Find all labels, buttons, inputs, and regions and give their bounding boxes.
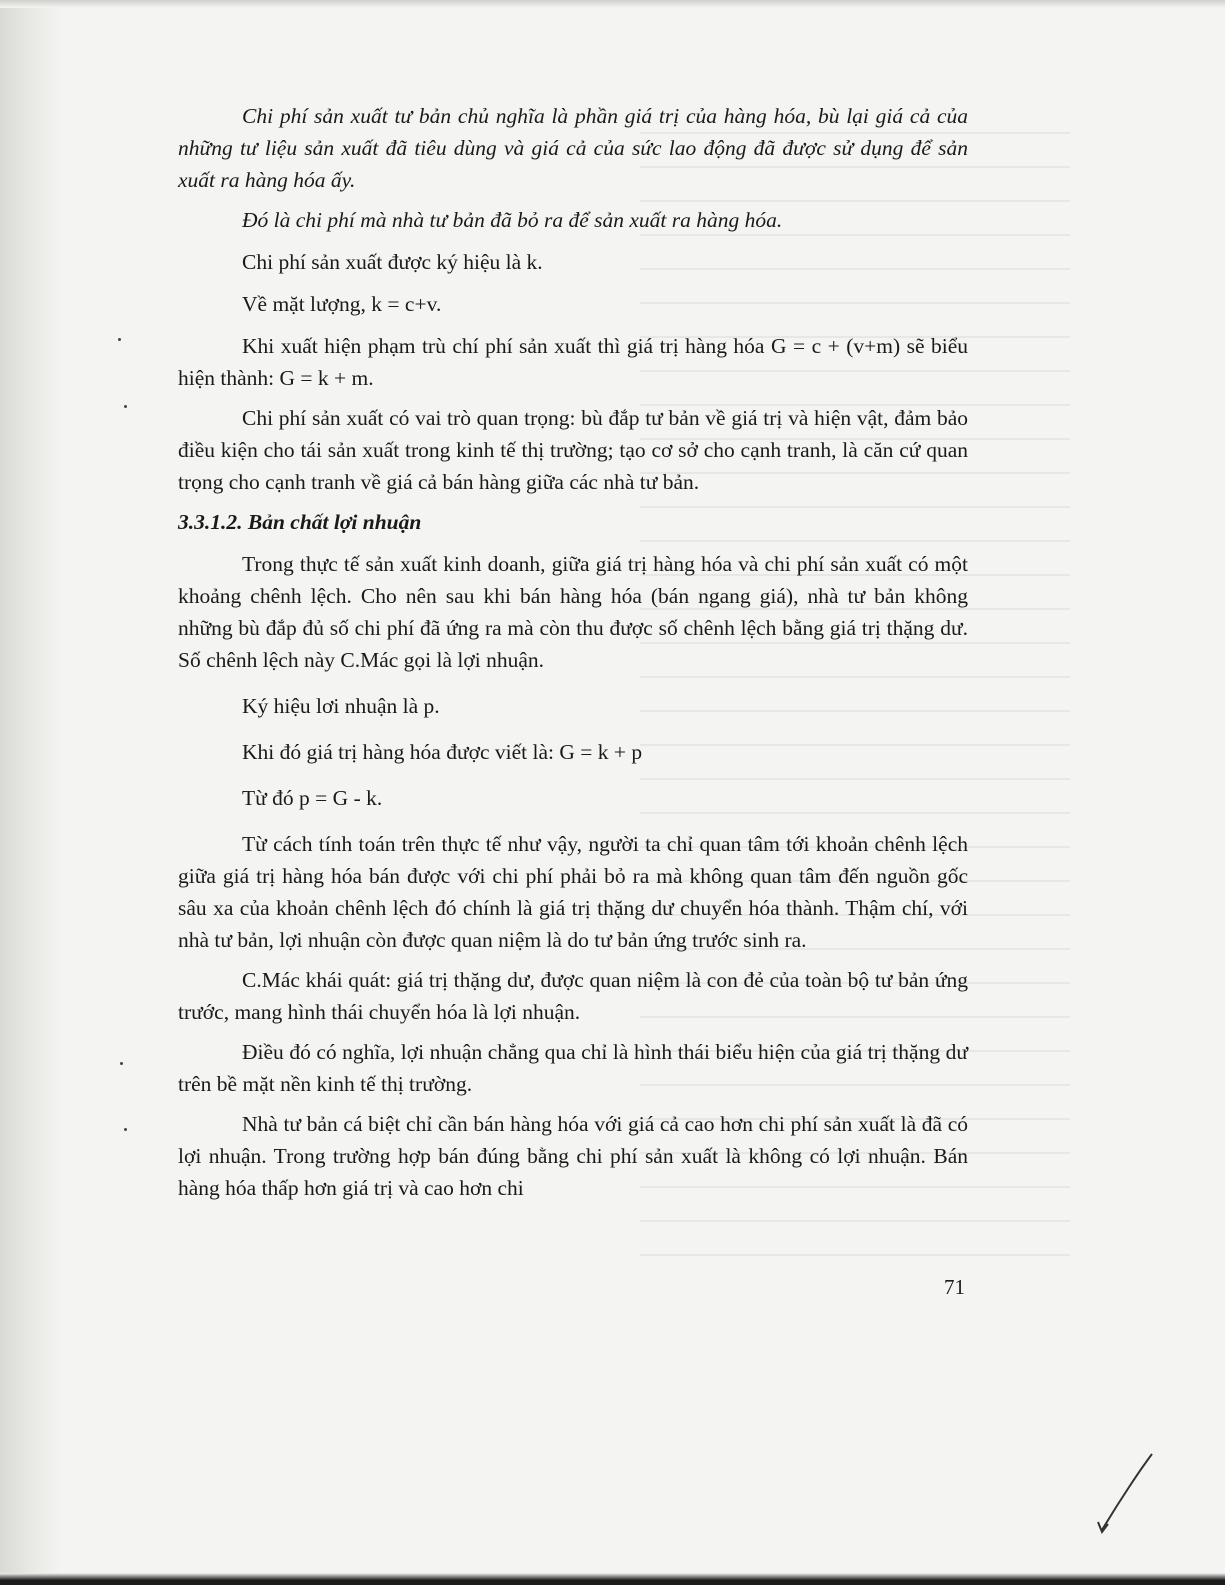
paragraph: Từ cách tính toán trên thực tế như vậy, người ta chỉ quan tâm tới khoản chênh lệch giữa giá trị hàng hóa bán được với chi phí phải bỏ ra mà không quan tâm đến nguồn gốc sâu xa của khoản chênh lệch đó chính là giá trị thặng dư chuyển hóa thành. Thậm chí, với nhà tư bản, lợi nhuận còn được quan niệm là do tư bản ứng trước sinh ra. (178, 832, 968, 952)
symbol-line: Chi phí sản xuất được ký hiệu là k. (242, 250, 543, 274)
scan-speck (124, 1128, 127, 1131)
formula-line: Ký hiệu lơi nhuận là p. (242, 694, 440, 718)
scan-speck (118, 338, 121, 341)
scan-bottom-edge (0, 1573, 1225, 1585)
formula-line: Về mặt lượng, k = c+v. (242, 292, 442, 316)
definition-note: Đó là chi phí mà nhà tư bản đã bỏ ra để sản xuất ra hàng hóa. (242, 208, 783, 232)
paragraph: Chi phí sản xuất có vai trò quan trọng: bù đắp tư bản về giá trị và hiện vật, đảm bảo điều kiện cho tái sản xuất trong kinh tế thị trường; tạo cơ sở cho cạnh tranh, là căn cứ quan trọng cho cạnh tranh về giá cả bán hàng giữa các nhà tư bản. (178, 406, 968, 494)
page-number: 71 (944, 1275, 965, 1299)
scan-speck (124, 405, 127, 408)
scan-speck (120, 1062, 123, 1065)
definition-paragraph: Chi phí sản xuất tư bản chủ nghĩa là phần giá trị của hàng hóa, bù lại giá cả của những tư liệu sản xuất đã tiêu dùng và giá cả của sức lao động đã được sử dụng để sản xuất ra hàng hóa ấy. (178, 104, 968, 192)
formula-line: Từ đó p = G - k. (242, 786, 383, 810)
page-body (178, 100, 968, 1204)
pencil-checkmark (1090, 1450, 1160, 1540)
scan-top-edge (0, 0, 1225, 8)
paragraph: Khi xuất hiện phạm trù chí phí sản xuất thì giá trị hàng hóa G = c + (v+m) sẽ biểu hiện thành: G = k + m. (178, 334, 968, 390)
section-heading: 3.3.1.2. Bản chất lợi nhuận (178, 510, 422, 534)
paragraph: Điều đó có nghĩa, lợi nhuận chẳng qua chỉ là hình thái biểu hiện của giá trị thặng dư trên bề mặt nền kinh tế thị trường. (178, 1040, 968, 1096)
scan-left-edge (0, 0, 62, 1585)
paragraph: Trong thực tế sản xuất kinh doanh, giữa giá trị hàng hóa và chi phí sản xuất có một khoảng chênh lệch. Cho nên sau khi bán hàng hóa (bán ngang giá), nhà tư bản không những bù đắp đủ số chi phí đã ứng ra mà còn thu được số chênh lệch bằng giá trị thặng dư. Số chênh lệch này C.Mác gọi là lợi nhuận. (178, 552, 968, 672)
paragraph: Nhà tư bản cá biệt chỉ cần bán hàng hóa với giá cả cao hơn chi phí sản xuất là đã có lợi nhuận. Trong trường hợp bán đúng bằng chi phí sản xuất là không có lợi nhuận. Bán hàng hóa thấp hơn giá trị và cao hơn chi (178, 1112, 968, 1200)
paragraph: C.Mác khái quát: giá trị thặng dư, được quan niệm là con đẻ của toàn bộ tư bản ứng trước, mang hình thái chuyển hóa là lợi nhuận. (178, 968, 968, 1024)
formula-line: Khi đó giá trị hàng hóa được viết là: G = k + p (242, 740, 643, 764)
